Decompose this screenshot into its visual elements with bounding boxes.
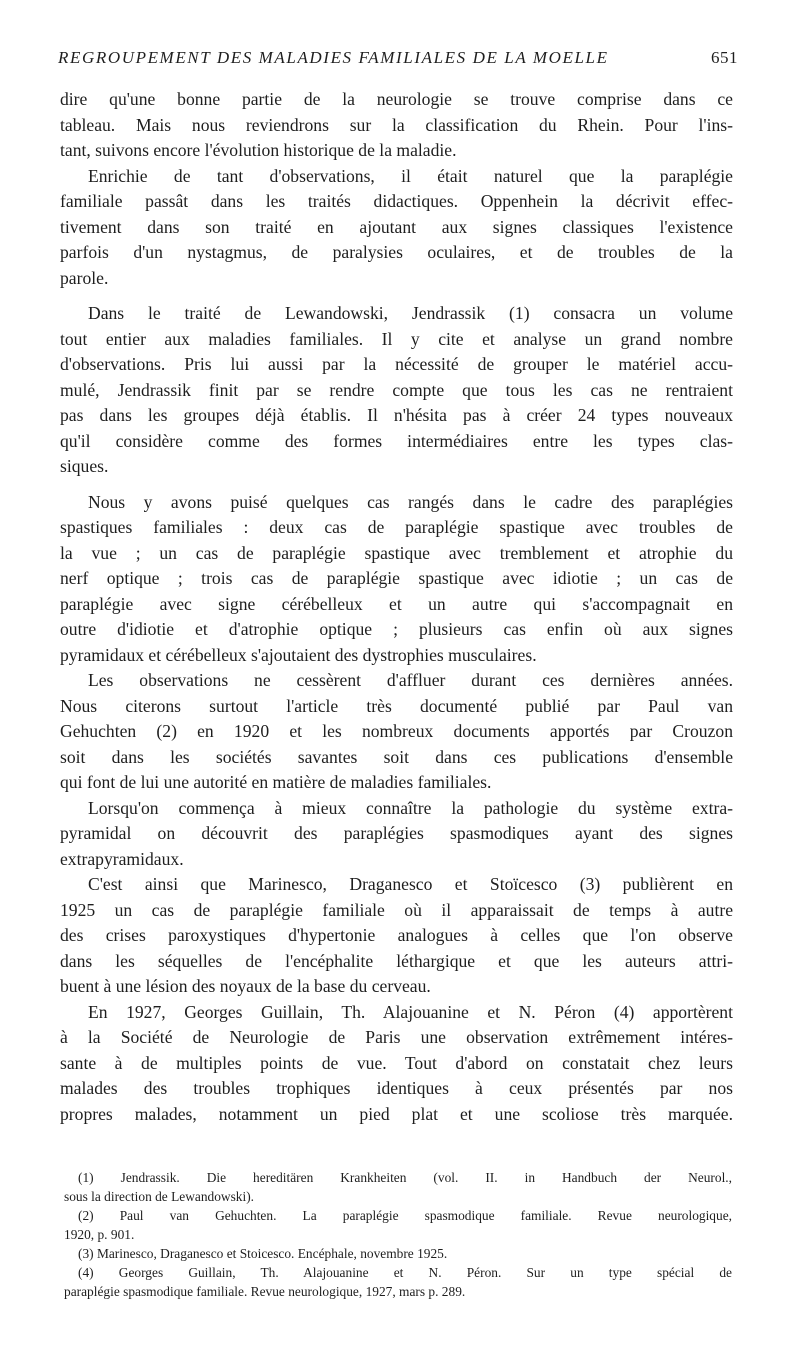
text-line: parole. [60, 267, 109, 288]
paragraph [60, 164, 733, 292]
footnote [64, 1206, 732, 1244]
text-line: extrapyramidaux. [60, 848, 184, 869]
footnote-line: (4) Georges Guillain, Th. Alajouanine et N. Péron. Sur un type spécial de [78, 1265, 732, 1280]
paragraph-gap [60, 480, 733, 490]
text-line: la vue ; un cas de paraplégie spastique avec tremblement et atrophie du [60, 542, 733, 563]
body-text [60, 87, 733, 1127]
text-line: des crises paroxystiques d'hypertonie analogues à celles que l'on observe [60, 925, 733, 945]
text-line: à la Société de Neurologie de Paris une observation extrêmement intéres- [60, 1027, 733, 1047]
text-line: paraplégie avec signe cérébelleux et un autre qui s'accompagnait en [60, 593, 733, 614]
text-line: pas dans les groupes déjà établis. Il n'hésita pas à créer 24 types nouveaux [60, 405, 733, 425]
text-line: d'observations. Pris lui aussi par la nécessité de grouper le matériel accu- [60, 354, 733, 374]
text-line: tant, suivons encore l'évolution historique de la maladie. [60, 140, 457, 160]
text-line: propres malades, notamment un pied plat et une scoliose très marquée. [60, 1103, 733, 1124]
text-line: qui font de lui une autorité en matière de maladies familiales. [60, 772, 492, 792]
text-line: Lorsqu'on commença à mieux connaître la pathologie du système extra- [88, 797, 733, 818]
footnotes [64, 1168, 732, 1301]
paragraph [60, 872, 733, 1000]
text-line: En 1927, Georges Guillain, Th. Alajouanine et N. Péron (4) apportèrent [88, 1001, 733, 1022]
paragraph [60, 87, 733, 164]
running-head-title: REGROUPEMENT DES MALADIES FAMILIALES DE LA MOELLE [58, 48, 609, 67]
text-line: qu'il considère comme des formes intermédiaires entre les types clas- [60, 430, 733, 451]
text-line: parfois d'un nystagmus, de paralysies oculaires, et de troubles de la [60, 242, 733, 262]
text-line: tableau. Mais nous reviendrons sur la classification du Rhein. Pour l'ins- [60, 114, 733, 135]
text-line: C'est ainsi que Marinesco, Draganesco et Stoïcesco (3) publièrent en [88, 874, 733, 894]
text-line: malades des troubles trophiques identiques à ceux présentés par nos [60, 1078, 733, 1098]
text-line: 1925 un cas de paraplégie familiale où il apparaissait de temps à autre [60, 899, 733, 920]
text-line: tivement dans son traité en ajoutant aux signes classiques l'existence [60, 216, 733, 237]
paragraph [60, 301, 733, 480]
text-line: sante à de multiples points de vue. Tout d'abord on constatait chez leurs [60, 1052, 733, 1073]
text-line: siques. [60, 456, 109, 476]
text-line: Dans le traité de Lewandowski, Jendrassik (1) consacra un volume [88, 303, 733, 323]
text-line: Gehuchten (2) en 1920 et les nombreux documents apportés par Crouzon [60, 721, 733, 741]
paragraph [60, 668, 733, 796]
text-line: Nous y avons puisé quelques cas rangés dans le cadre des paraplégies [88, 491, 733, 512]
text-line: nerf optique ; trois cas de paraplégie spastique avec idiotie ; un cas de [60, 568, 733, 588]
footnote-line: 1920, p. 901. [64, 1227, 135, 1242]
footnote-line: (1) Jendrassik. Die hereditären Krankheiten (vol. II. in Handbuch der Neurol., [78, 1170, 732, 1185]
text-line: outre d'idiotie et d'atrophie optique ; plusieurs cas enfin où aux signes [60, 619, 733, 639]
paragraph [60, 490, 733, 669]
text-line: spastiques familiales : deux cas de paraplégie spastique avec troubles de [60, 517, 733, 537]
text-line: mulé, Jendrassik finit par se rendre compte que tous les cas ne rentraient [60, 379, 733, 400]
text-line: dire qu'une bonne partie de la neurologie se trouve comprise dans ce [60, 89, 733, 109]
text-line: Enrichie de tant d'observations, il était naturel que la paraplégie [88, 165, 733, 186]
text-line: tout entier aux maladies familiales. Il y cite et analyse un grand nombre [60, 328, 733, 349]
footnote-line: sous la direction de Lewandowski). [64, 1189, 255, 1204]
paragraph [60, 1000, 733, 1128]
footnote [64, 1244, 732, 1263]
paragraph [60, 796, 733, 873]
text-line: Les observations ne cessèrent d'affluer durant ces dernières années. [88, 670, 733, 690]
footnote-line: (3) Marinesco, Draganesco et Stoicesco. Encéphale, novembre 1925. [78, 1246, 448, 1261]
text-line: soit dans les sociétés savantes soit dans ces publications d'ensemble [60, 746, 733, 767]
footnote [64, 1263, 732, 1301]
paragraph-gap [60, 291, 733, 301]
text-line: pyramidal on découvrit des paraplégies spasmodiques ayant des signes [60, 823, 733, 843]
running-head [58, 48, 738, 72]
text-line: pyramidaux et cérébelleux s'ajoutaient des dystrophies musculaires. [60, 644, 537, 665]
footnote-line: (2) Paul van Gehuchten. La paraplégie spasmodique familiale. Revue neurologique, [78, 1208, 732, 1223]
page-number: 651 [711, 48, 738, 67]
footnote [64, 1168, 732, 1206]
text-line: dans les séquelles de l'encéphalite léthargique et que les auteurs attri- [60, 950, 733, 971]
text-line: Nous citerons surtout l'article très documenté publié par Paul van [60, 695, 733, 716]
text-line: familiale passât dans les traités didactiques. Oppenhein la décrivit effec- [60, 191, 733, 211]
footnote-line: paraplégie spasmodique familiale. Revue neurologique, 1927, mars p. 289. [64, 1284, 466, 1299]
text-line: buent à une lésion des noyaux de la base du cerveau. [60, 976, 431, 996]
